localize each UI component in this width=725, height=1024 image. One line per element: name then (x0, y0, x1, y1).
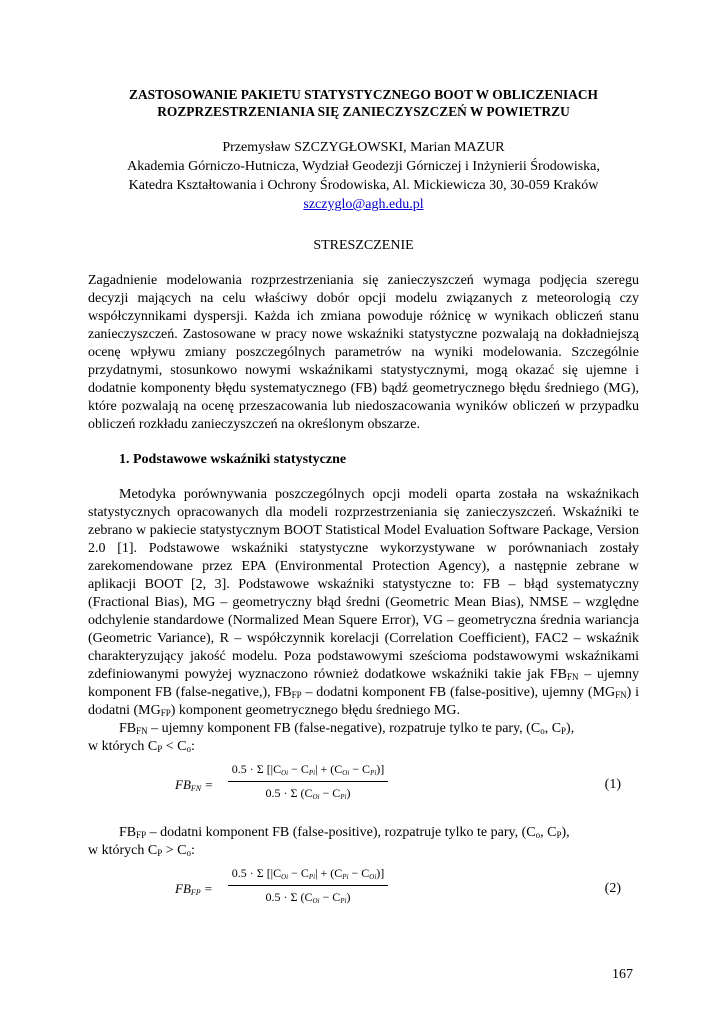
equation-1 (88, 760, 639, 818)
equation-2 (88, 864, 639, 922)
section-paragraph-1: Metodyka porównywania poszczególnych opcji modeli oparta została na wskaźnikach statystycznych opracowanych dla modeli rozprzestrzeniania się zanieczyszczeń. Wskaźniki te zebrano w pakiecie statystycznym BOOT Statistical Model Evaluation Software Package, Version 2.0 [1]. Podstawowe wskaźniki statystyczne wykorzystywane w porównaniach zostały zarekomendowane przez EPA (Environmental Protection Agency), a następnie zebrane w aplikacji BOOT [2, 3]. Podstawowe wskaźniki statystyczne to: FB – błąd systematyczny (Fractional Bias), MG – geometryczny błąd średni (Geometric Mean Bias), NMSE – względne odchylenie standardowe (Normalized Mean Squere Error), VG – geometryczna średnia wariancja (Geometric Variance), R – współczynnik korelacji (Correlation Coefficient), FAC2 – wskaźnik charakteryzujący jakość modelu. Poza podstawowymi sześcioma podstawowymi wskaźnikami zdefiniowanymi powyżej wyznaczono również dodatkowe wskaźniki takie jak $FB_{FN}$ – ujemny komponent FB (false-negative,), $FB_{FP}$ – dodatni komponent FB (false-positive), ujemny $(MG_{FN})$ i dodatni $(MG_{FP})$ komponent geometrycznego błędu średniego MG. (88, 487, 640, 718)
title-line-2: ROZPRZESTRZENIANIA SIĘ ZANIECZYSZCZEŃ W POWIETRZU (157, 104, 570, 119)
fbfp-definition: $FB_{FP}$ – dodatni komponent FB (false-positive), rozpatruje tylko te pary, ($C_o$, $C_P$), w których $C_P > C_o$: (88, 825, 570, 858)
equation-1-number: (1) (604, 777, 621, 792)
authors: Przemysław SZCZYGŁOWSKI, Marian MAZUR (222, 140, 505, 155)
equation-1-denominator: 0.5 · Σ $(C_{Oi} - C_{Pi})$ (265, 786, 351, 801)
equation-1-lhs: $FB_{FN}$ = (175, 777, 214, 793)
fbfn-definition: $FB_{FN}$ – ujemny komponent FB (false-negative), rozpatruje tylko te pary, ($C_o$, $C_P$), w których $C_P < C_o$: (88, 721, 575, 754)
equation-2-denominator: 0.5 · Σ $(C_{Oi} - C_{Pi})$ (265, 890, 351, 905)
page (88, 86, 639, 922)
equation-1-fraction (228, 760, 388, 802)
affiliation-line-1: Akademia Górniczo-Hutnicza, Wydział Geodezji Górniczej i Inżynierii Środowiska, (127, 159, 600, 174)
equation-2-numerator: 0.5 · Σ $[|C_{Oi} - C_{Pi}| + (C_{Pi} - C_{Oi})]$ (231, 866, 385, 881)
fraction-bar (228, 781, 388, 782)
equation-1-numerator: 0.5 · Σ $[|C_{Oi} - C_{Pi}| + (C_{Oi} - C_{Pi})]$ (231, 762, 385, 777)
equation-2-lhs: $FB_{FP}$ = (175, 881, 213, 897)
paper-title (88, 86, 639, 120)
equation-2-number: (2) (604, 881, 621, 896)
page-number: 167 (612, 967, 633, 982)
equation-2-fraction (228, 864, 388, 906)
abstract-heading: STRESZCZENIE (313, 238, 414, 253)
email-link[interactable]: szczyglo@agh.edu.pl (303, 197, 424, 212)
abstract-text: Zagadnienie modelowania rozprzestrzeniania się zanieczyszczeń wymaga podjęcia szeregu decyzji mających na celu właściwy dobór opcji modelu związanych z meteorologią czy współczynnikami dyspersji. Każda ich zmiana powoduje różnicę w wynikach obliczeń stanu zanieczyszczeń. Zastosowane w pracy nowe wskaźniki statystyczne pozwalają na dokładniejszą ocenę wpływu zmiany poszczególnych parametrów na wyniki modelowania. Szczególnie przydatnymi, stosunkowo nowymi wskaźnikami statystycznymi, mogą okazać się ujemne i dodatnie komponenty błędu systematycznego (FB) bądź geometrycznego błędu średniego (MG), które pozwalają na ocenę przeszacowania lub niedoszacowania wyników obliczeń w przypadku obliczeń rozkładu zanieczyszczeń na określonym obszarze. (88, 273, 639, 432)
title-line-1: ZASTOSOWANIE PAKIETU STATYSTYCZNEGO BOOT W OBLICZENIACH (129, 87, 598, 102)
affiliation-line-2: Katedra Kształtowania i Ochrony Środowiska, Al. Mickiewicza 30, 30-059 Kraków (128, 178, 599, 193)
fraction-bar (228, 885, 388, 886)
section-heading: 1. Podstawowe wskaźniki statystyczne (119, 452, 347, 467)
